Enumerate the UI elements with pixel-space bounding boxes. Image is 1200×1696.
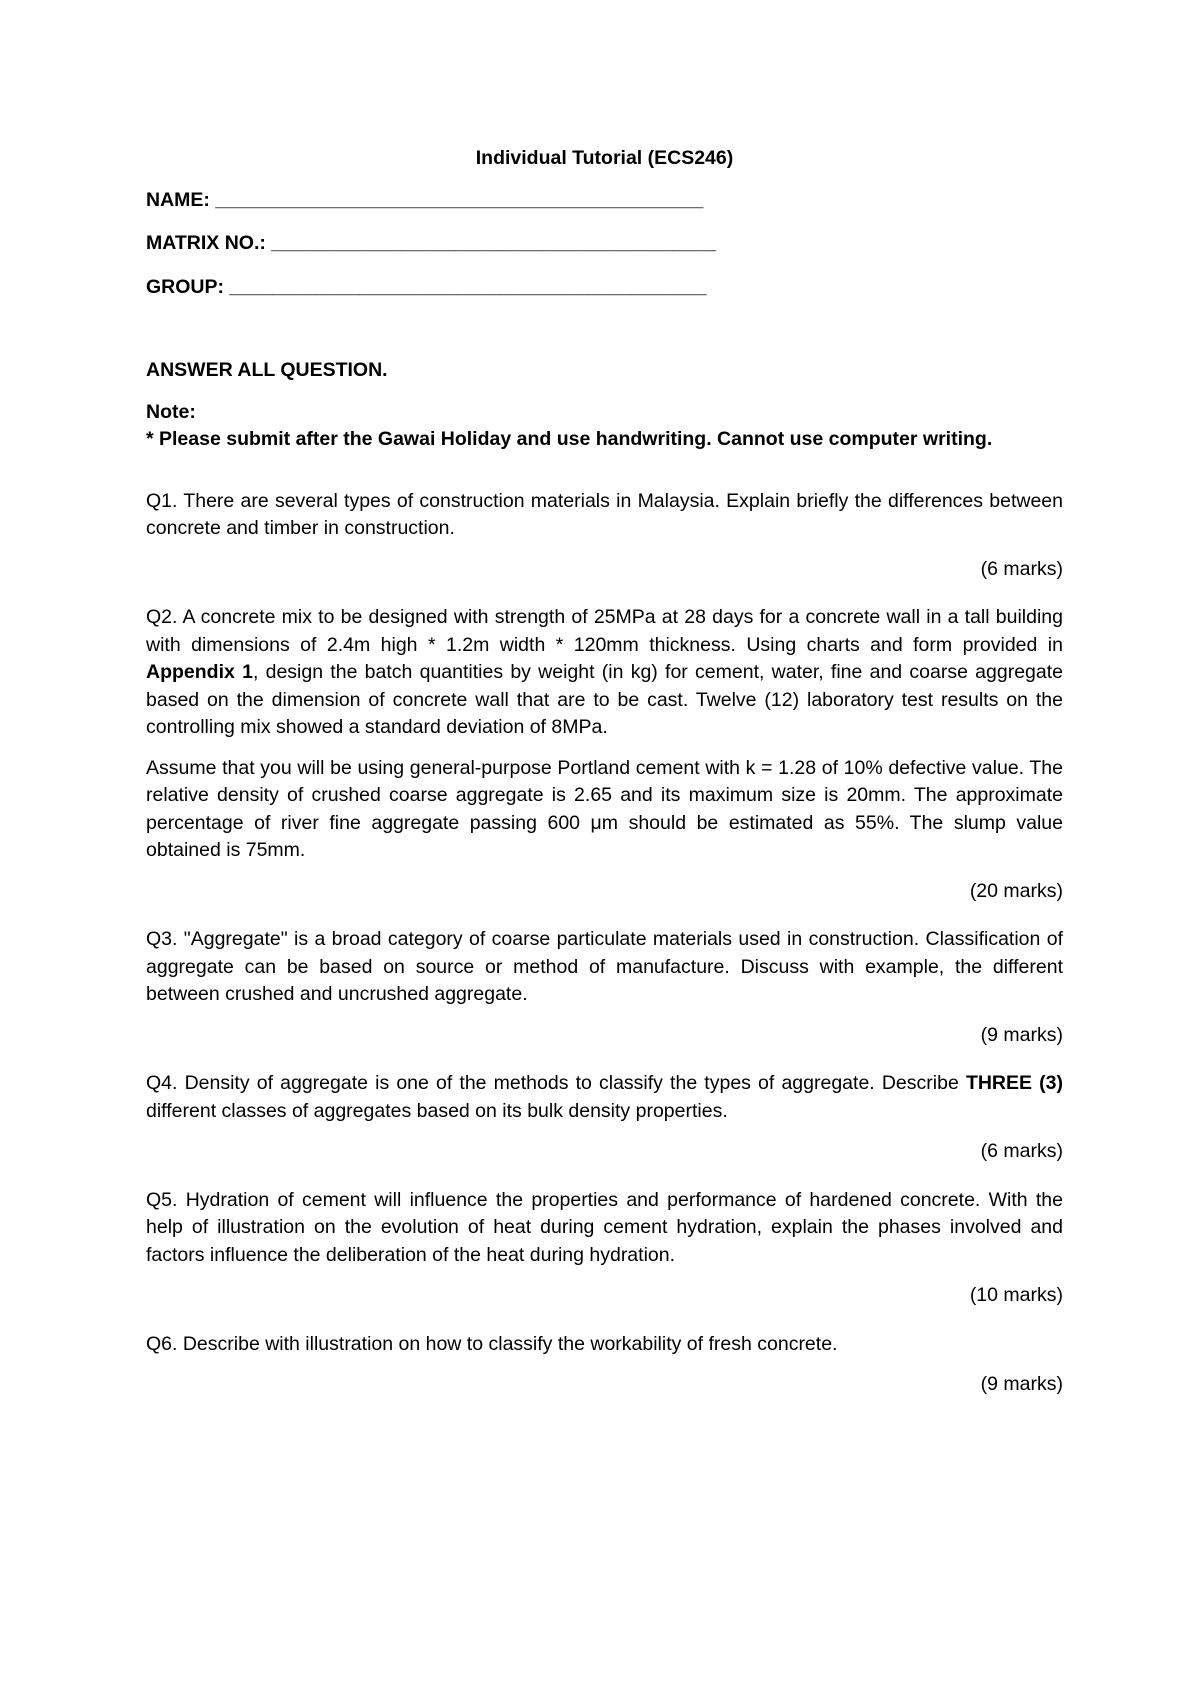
question-text-part: Q4. Density of aggregate is one of the methods to classify the types of aggregate. Describe <box>146 1072 966 1094</box>
answer-all-instruction: ANSWER ALL QUESTION. <box>146 359 388 381</box>
question-text <box>146 1070 1063 1125</box>
note-label: Note: <box>146 400 196 423</box>
question-6 <box>146 1331 1063 1399</box>
group-field: GROUP: ____________________________________________ <box>146 275 707 298</box>
question-marks: (10 marks) <box>969 1284 1063 1306</box>
question-assumptions: Assume that you will be using general-purpose Portland cement with k = 1.28 of 10% defective value. The relative density of crushed coarse aggregate is 2.65 and its maximum size is 20mm. The approximate percentage of river fine aggregate passing 600 μm should be estimated as 55%. The slump value obtained is 75mm. <box>146 756 1063 861</box>
question-text: Q5. Hydration of cement will influence the properties and performance of hardened concrete. With the help of illustration on the evolution of heat during cement hydration, explain the phases involved and factors influence the deliberation of the heat during hydration. <box>146 1188 1063 1266</box>
question-text <box>146 604 1063 742</box>
name-field: NAME: _____________________________________________ <box>146 188 704 211</box>
note-text: * Please submit after the Gawai Holiday and use handwriting. Cannot use computer writing. <box>146 428 993 450</box>
question-text-part: different classes of aggregates based on its bulk density properties. <box>146 1099 728 1122</box>
question-2 <box>146 604 1063 905</box>
question-marks: (6 marks) <box>980 557 1063 580</box>
question-text-part: Q2. A concrete mix to be designed with strength of 25MPa at 28 days for a concrete wall in a tall building with dimensions of 2.4m high * 1.2m width * 120mm thickness. Using charts and form provided in <box>146 606 1063 656</box>
question-marks: (20 marks) <box>969 879 1063 902</box>
question-3 <box>146 926 1063 1049</box>
question-text: Q3. "Aggregate" is a broad category of coarse particulate materials used in construction. Classification of aggregate can be based on source or method of manufacture. Discuss with example, the different between crushed and uncrushed aggregate. <box>146 928 1063 1005</box>
question-text: Q6. Describe with illustration on how to classify the workability of fresh concrete. <box>146 1332 838 1355</box>
question-text-part: , design the batch quantities by weight (in kg) for cement, water, fine and coarse aggregate based on the dimension of concrete wall that are to be cast. Twelve (12) laboratory test results on the controlling mix showed a standard deviation of 8MPa. <box>146 661 1063 738</box>
emphasis-count: THREE (3) <box>965 1072 1063 1094</box>
question-5 <box>146 1187 1063 1310</box>
document-page <box>146 145 1063 1420</box>
question-text: Q1. There are several types of construction materials in Malaysia. Explain briefly the differences between concrete and timber in construction. <box>146 489 1063 539</box>
question-marks: (9 marks) <box>980 1373 1063 1395</box>
question-marks: (9 marks) <box>980 1023 1063 1046</box>
question-marks: (6 marks) <box>980 1140 1063 1162</box>
appendix-reference: Appendix 1 <box>146 661 253 683</box>
question-1 <box>146 488 1063 584</box>
matrix-no-field: MATRIX NO.: _________________________________________ <box>146 232 716 254</box>
document-title: Individual Tutorial (ECS246) <box>475 147 734 169</box>
question-4 <box>146 1070 1063 1166</box>
